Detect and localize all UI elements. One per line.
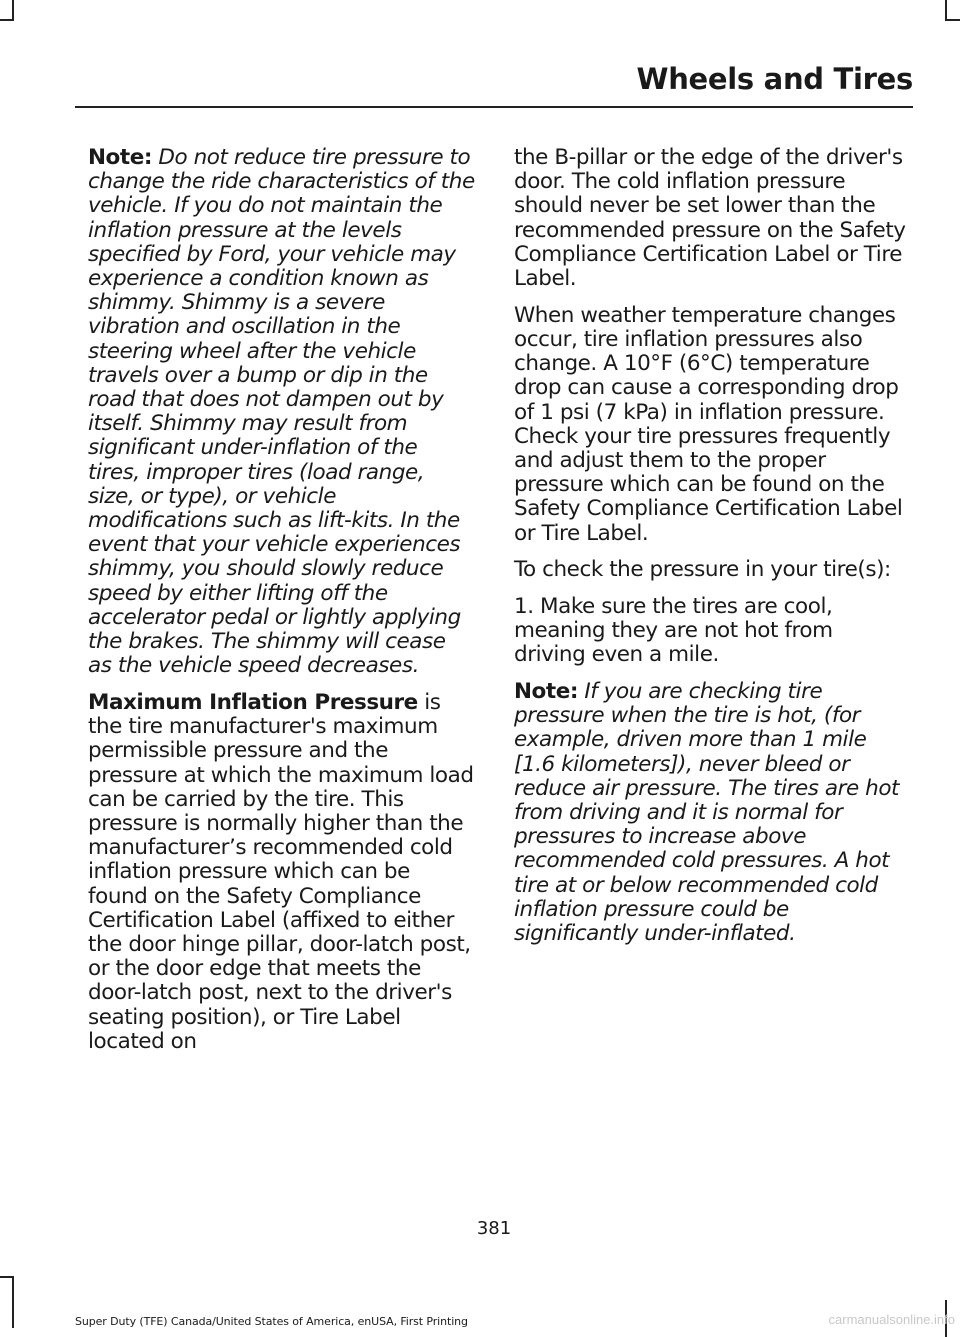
crop-mark [0,19,14,21]
right-column [514,146,909,959]
crop-mark [945,0,947,20]
left-column [88,146,475,1067]
note-text: If you are checking tire pressure when the tire is hot, (for example, driven more than 1 mile [1.6 kilometers]), never bleed or reduce air pressure. The tires are hot from driving and it is normal for pressures to increase above recommended cold pressures. A hot tire at or below recommended cold inflation pressure could be significantly under-inflated. [514,679,900,947]
paragraph: To check the pressure in your tire(s): [514,557,891,583]
note-shimmy [88,146,475,678]
footer-text: Super Duty (TFE) Canada/United States of America, enUSA, First Printing [75,1315,468,1328]
max-inflation-paragraph [88,691,475,1054]
note-text: Do not reduce tire pressure to change the ride characteristics of the vehicle. If you do not maintain the inflation pressure at the levels specified by Ford, your vehicle may experience a condition known as shimmy. Shimmy is a severe vibration and oscillation in the steering wheel after the vehicle travels over a bump or dip in the road that does not dampen out by itself. Shimmy may result from significant under-inflation of the tires, improper tires (load range, size, or type), or vehicle modifications such as lift-kits. In the event that your vehicle experiences shimmy, you should slowly reduce speed by either lifting off the accelerator pedal or lightly applying the brakes. The shimmy will cease as the vehicle speed decreases. [88,145,475,679]
step-1: 1. Make sure the tires are cool, meaning they are not hot from driving even a mile. [514,593,833,668]
max-inflation-label: Maximum Inflation Pressure [88,689,418,715]
crop-mark [0,1276,14,1278]
watermark: carmanualsonline.info [828,1312,955,1327]
note-label: Note: [88,145,152,170]
page-title: Wheels and Tires [636,62,913,96]
max-inflation-text: is the tire manufacturer's maximum permissible pressure and the pressure at which the maximum load can be carried by the tire. This pressure is normally higher than the manufacturer’s recommended cold inflation pressure which can be found on the Safety Compliance Certification Label (affixed to either the door hinge pillar, door-latch post, or the door edge that meets the door-latch post, next to the driver's seating position), or Tire Label located on [88,689,474,1054]
paragraph: When weather temperature changes occur, tire inflation pressures also change. A 10°F (6°C) temperature drop can cause a corresponding drop of 1 psi (7 kPa) in inflation pressure. Check your tire pressures frequently and adjust them to the proper pressure which can be found on the Safety Compliance Certification Label or Tire Label. [514,302,903,546]
paragraph: the B-pillar or the edge of the driver's door. The cold inflation pressure should never be set lower than the recommended pressure on the Safety Compliance Certification Label or Tire Label. [514,145,906,292]
crop-mark [12,0,14,20]
page-number: 381 [476,1218,512,1239]
note-hot-tire [514,680,909,946]
crop-mark [12,1276,14,1328]
header-rule [75,106,913,108]
crop-mark [945,19,960,21]
note-label: Note: [514,679,578,705]
